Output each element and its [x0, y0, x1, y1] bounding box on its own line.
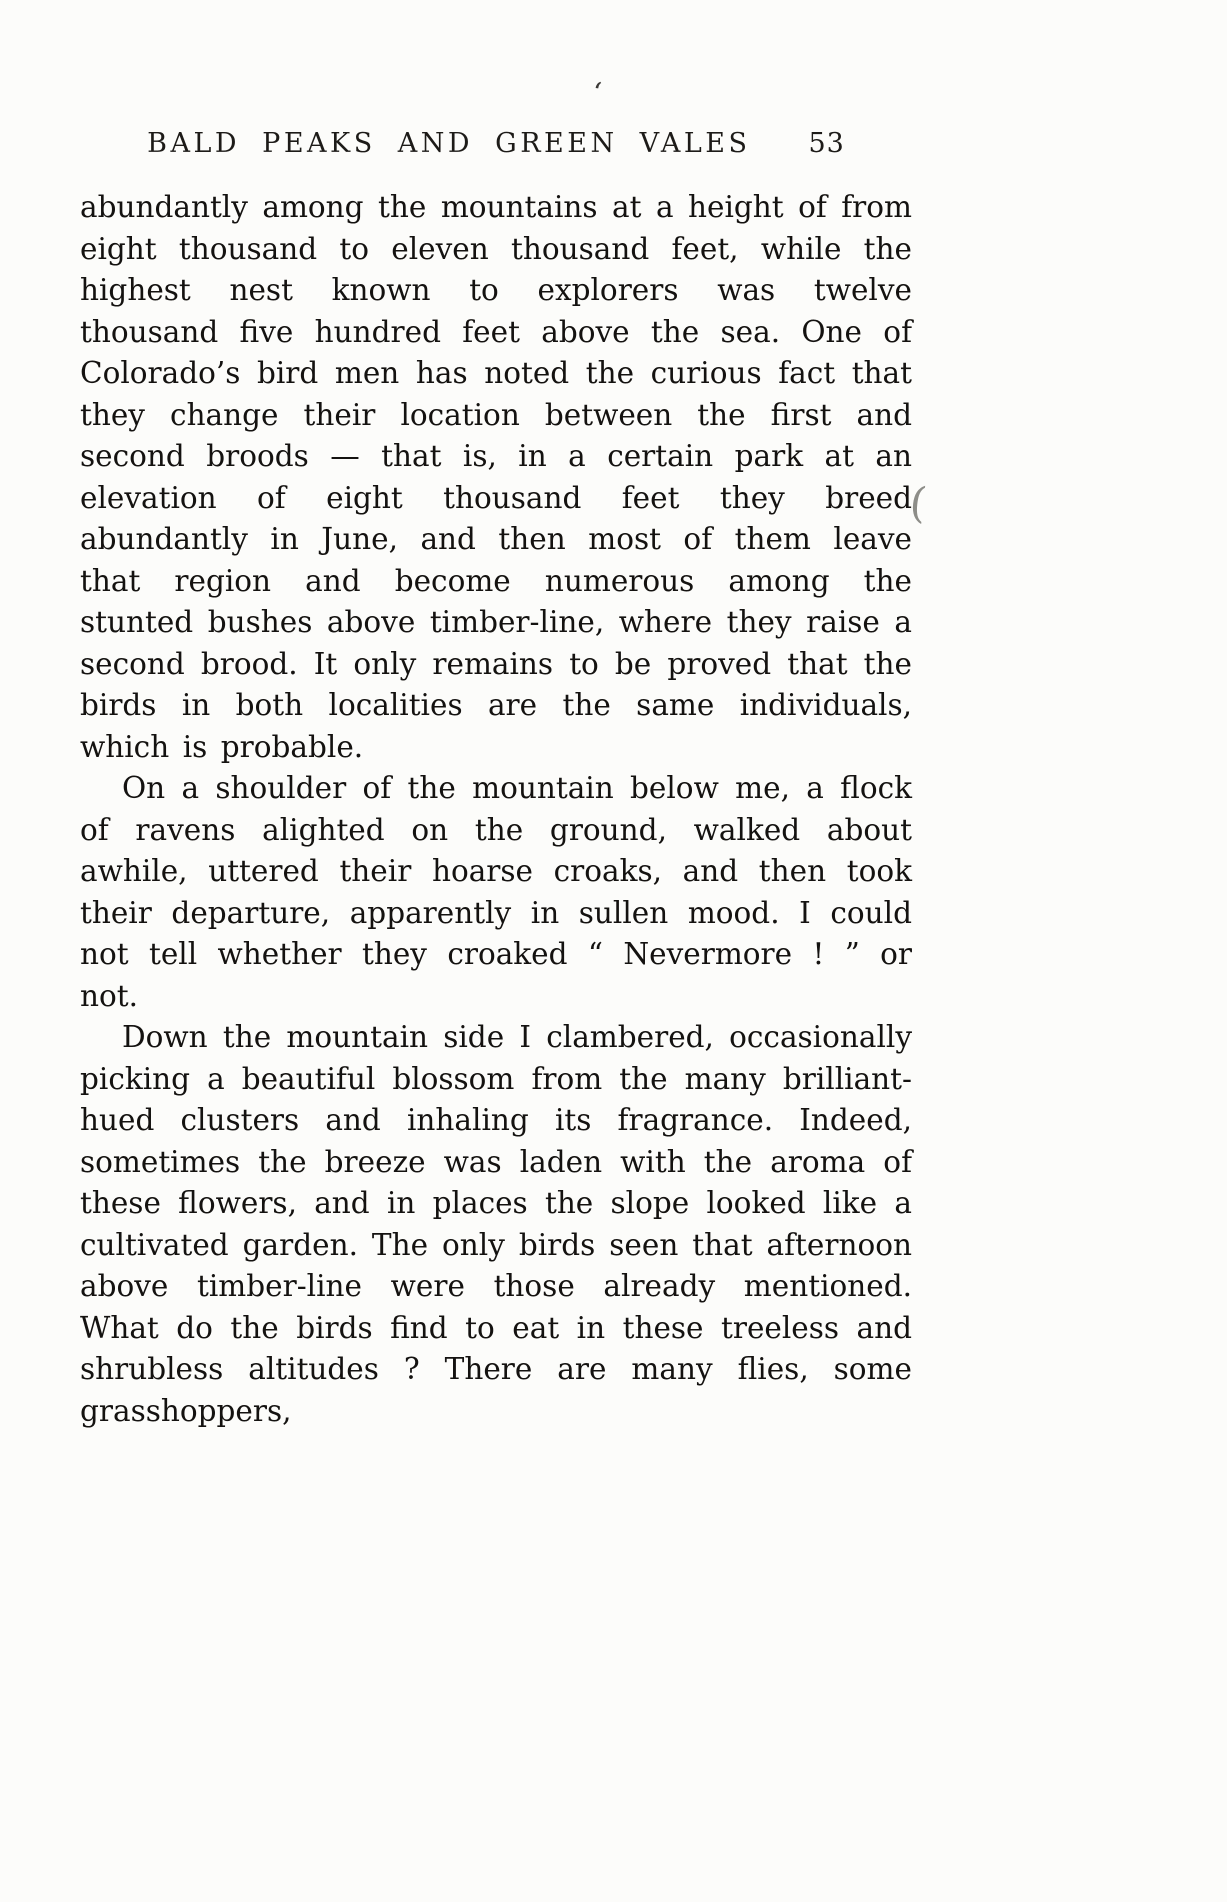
- running-header: [80, 128, 912, 159]
- paragraph-1: abundantly among the mountains at a height of from eight thousand to eleven thousand feet, while the highest nest known to explorers was twelve thousand five hundred feet above the sea. One of Colorado’s bird men has noted the curious fact that they change their location between the first and second broods — that is, in a certain park at an elevation of eight thousand feet they breed abundantly in June, and then most of them leave that region and become numerous among the stunted bushes above timber-line, where they raise a second brood. It only remains to be proved that the birds in both localities are the same individuals, which is probable.: [80, 190, 912, 764]
- paragraph-2: On a shoulder of the mountain below me, a flock of ravens alighted on the ground, walked about awhile, uttered their hoarse croaks, and then took their departure, apparently in sullen mood. I could not tell whether they croaked “ Nevermore ! ” or not.: [80, 771, 912, 1013]
- paragraph-3: Down the mountain side I clambered, occasionally picking a beautiful blossom from the many brilliant-hued clusters and inhaling its fragrance. Indeed, sometimes the breeze was laden with the aroma of these flowers, and in places the slope looked like a cultivated garden. The only birds seen that afternoon above timber-line were those already mentioned. What do the birds find to eat in these treeless and shrubless altitudes ? There are many flies, some grasshoppers,: [80, 1020, 912, 1428]
- scan-artifact-bracket: (: [907, 477, 929, 528]
- page-number: 53: [808, 128, 845, 159]
- running-header-title: BALD PEAKS AND GREEN VALES: [147, 128, 751, 159]
- ink-mark-top: ʻ: [589, 75, 604, 110]
- text-block: [80, 128, 912, 1432]
